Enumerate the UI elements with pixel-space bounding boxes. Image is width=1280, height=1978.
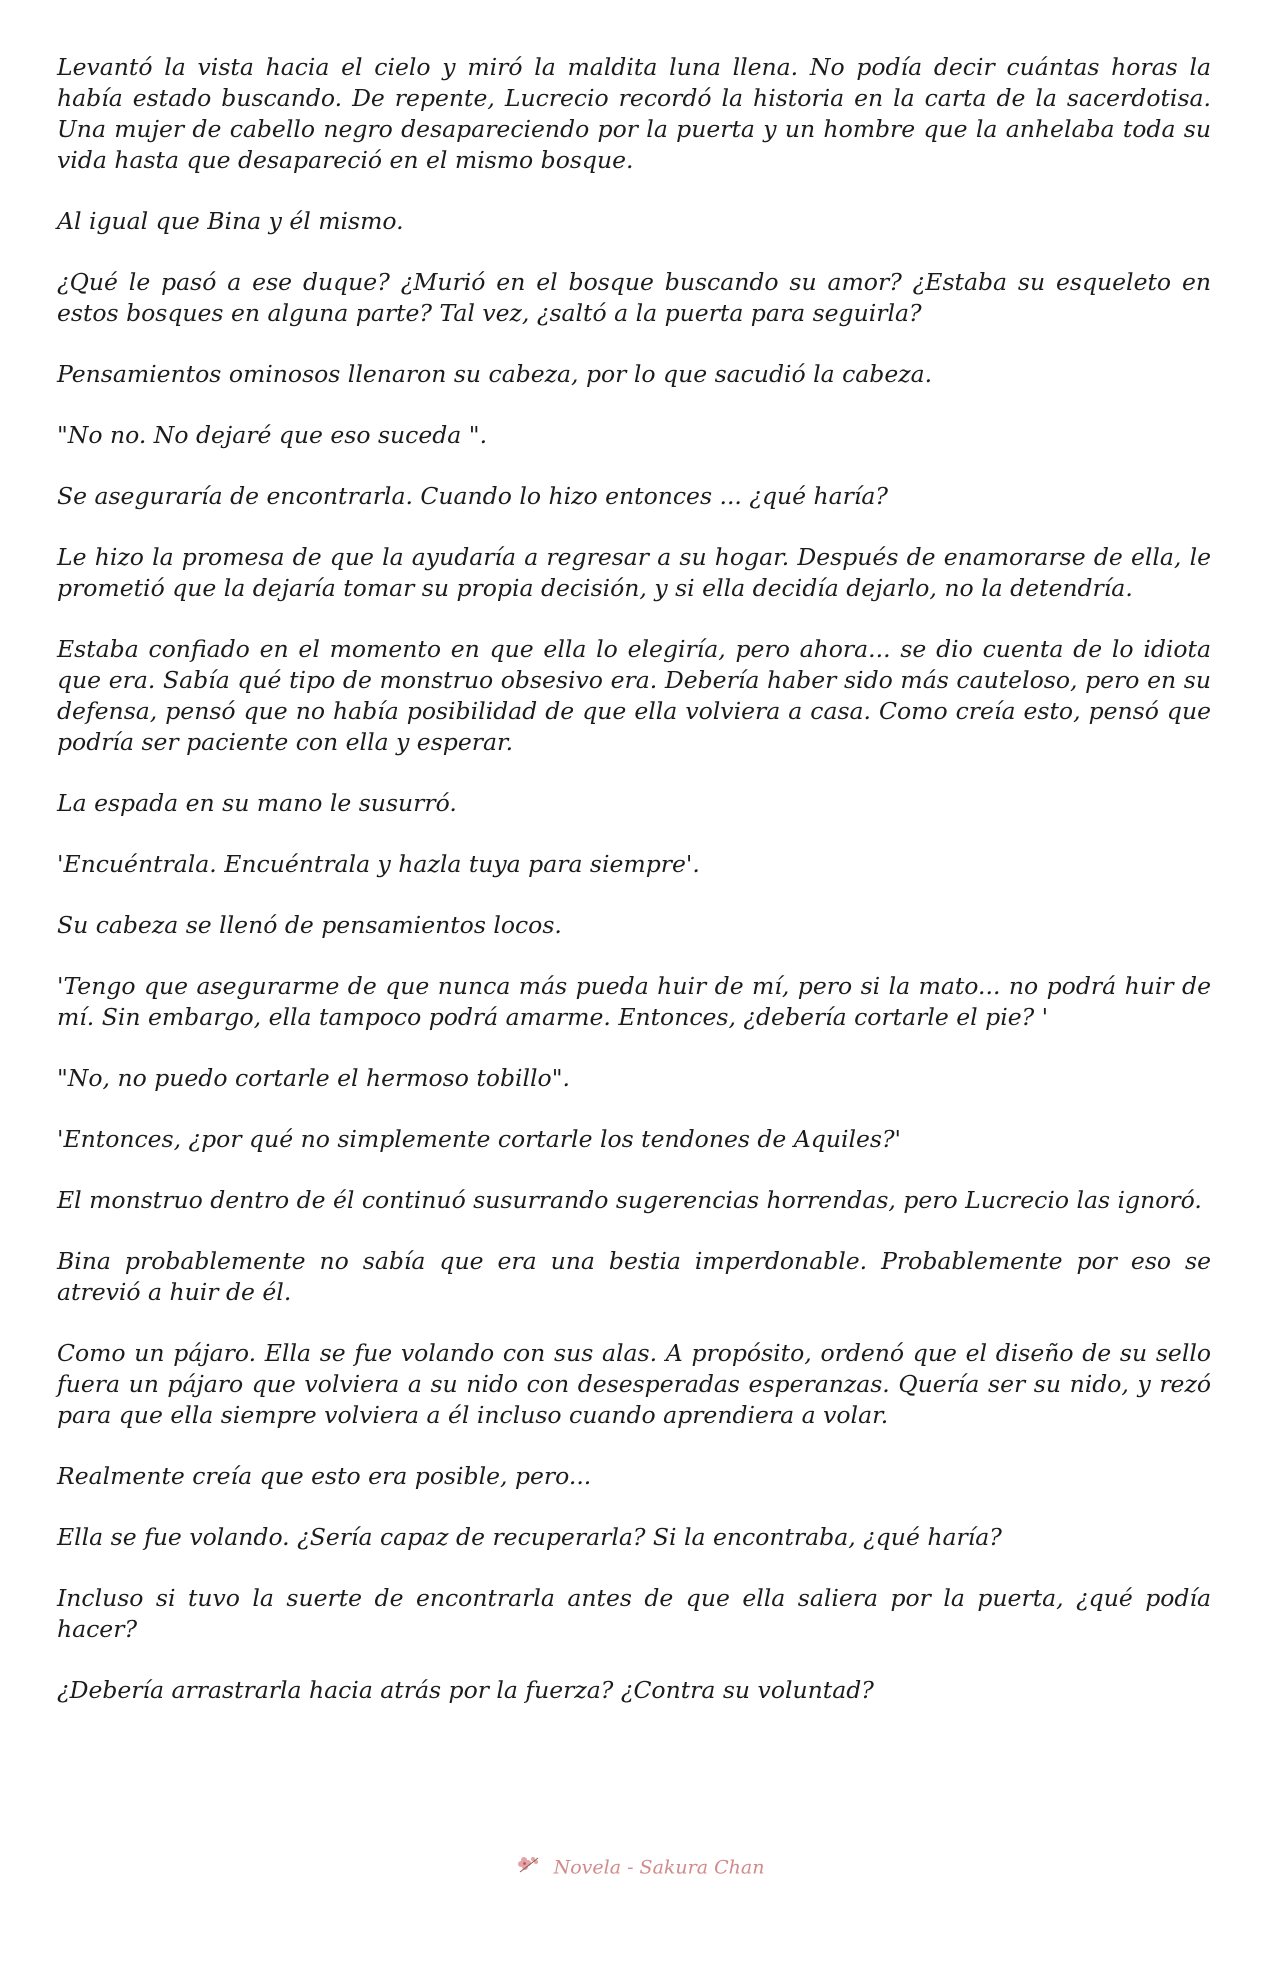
paragraph: Incluso si tuvo la suerte de encontrarla antes de que ella saliera por la puerta, ¿qué podía hacer? [57, 1584, 1211, 1643]
paragraph: Levantó la vista hacia el cielo y miró la maldita luna llena. No podía decir cuántas horas la había estado buscando. De repente, Lucrecio recordó la historia en la carta de la sacerdotisa. Una mujer de cabello negro desapareciendo por la puerta y un hombre que la anhelaba toda su vida hasta que desapareció en el mismo bosque. [57, 53, 1211, 174]
paragraph: ¿Qué le pasó a ese duque? ¿Murió en el bosque buscando su amor? ¿Estaba su esqueleto en estos bosques en alguna parte? Tal vez, ¿saltó a la puerta para seguirla? [57, 268, 1211, 327]
paragraph: 'Encuéntrala. Encuéntrala y hazla tuya para siempre'. [57, 850, 700, 878]
paragraph: Como un pájaro. Ella se fue volando con sus alas. A propósito, ordenó que el diseño de su sello fuera un pájaro que volviera a su nido con desesperadas esperanzas. Quería ser su nido, y rezó para que ella siempre volviera a él incluso cuando aprendiera a volar. [57, 1339, 1211, 1429]
paragraph: Su cabeza se llenó de pensamientos locos. [57, 911, 562, 939]
paragraph: 'Tengo que asegurarme de que nunca más pueda huir de mí, pero si la mato... no podrá huir de mí. Sin embargo, ella tampoco podrá amarme. Entonces, ¿debería cortarle el pie? ' [57, 972, 1211, 1031]
watermark-text: Novela - Sakura Chan [553, 1856, 765, 1879]
paragraph: Al igual que Bina y él mismo. [57, 207, 404, 235]
paragraph: Se aseguraría de encontrarla. Cuando lo hizo entonces ... ¿qué haría? [57, 482, 889, 510]
footer-watermark [0, 1854, 1280, 1881]
paragraph: "No no. No dejaré que eso suceda ". [57, 421, 488, 449]
paragraph: Realmente creía que esto era posible, pero... [57, 1462, 592, 1490]
paragraph: El monstruo dentro de él continuó susurrando sugerencias horrendas, pero Lucrecio las ignoró. [57, 1186, 1202, 1214]
paragraph: 'Entonces, ¿por qué no simplemente cortarle los tendones de Aquiles?' [57, 1125, 902, 1153]
paragraph: Ella se fue volando. ¿Sería capaz de recuperarla? Si la encontraba, ¿qué haría? [57, 1523, 1002, 1551]
document-body [57, 52, 1211, 1736]
paragraph: "No, no puedo cortarle el hermoso tobillo". [57, 1064, 570, 1092]
paragraph: ¿Debería arrastrarla hacia atrás por la fuerza? ¿Contra su voluntad? [57, 1676, 874, 1704]
cherry-blossom-icon [516, 1854, 542, 1881]
paragraph: Pensamientos ominosos llenaron su cabeza, por lo que sacudió la cabeza. [57, 360, 933, 388]
paragraph: Estaba confiado en el momento en que ella lo elegiría, pero ahora... se dio cuenta de lo idiota que era. Sabía qué tipo de monstruo obsesivo era. Debería haber sido más cauteloso, pero en su defensa, pensó que no había posibilidad de que ella volviera a casa. Como creía esto, pensó que podría ser paciente con ella y esperar. [57, 635, 1211, 756]
paragraph: La espada en su mano le susurró. [57, 789, 457, 817]
paragraph: Bina probablemente no sabía que era una bestia imperdonable. Probablemente por eso se atrevió a huir de él. [57, 1247, 1211, 1306]
paragraph: Le hizo la promesa de que la ayudaría a regresar a su hogar. Después de enamorarse de ella, le prometió que la dejaría tomar su propia decisión, y si ella decidía dejarlo, no la detendría. [57, 543, 1211, 602]
